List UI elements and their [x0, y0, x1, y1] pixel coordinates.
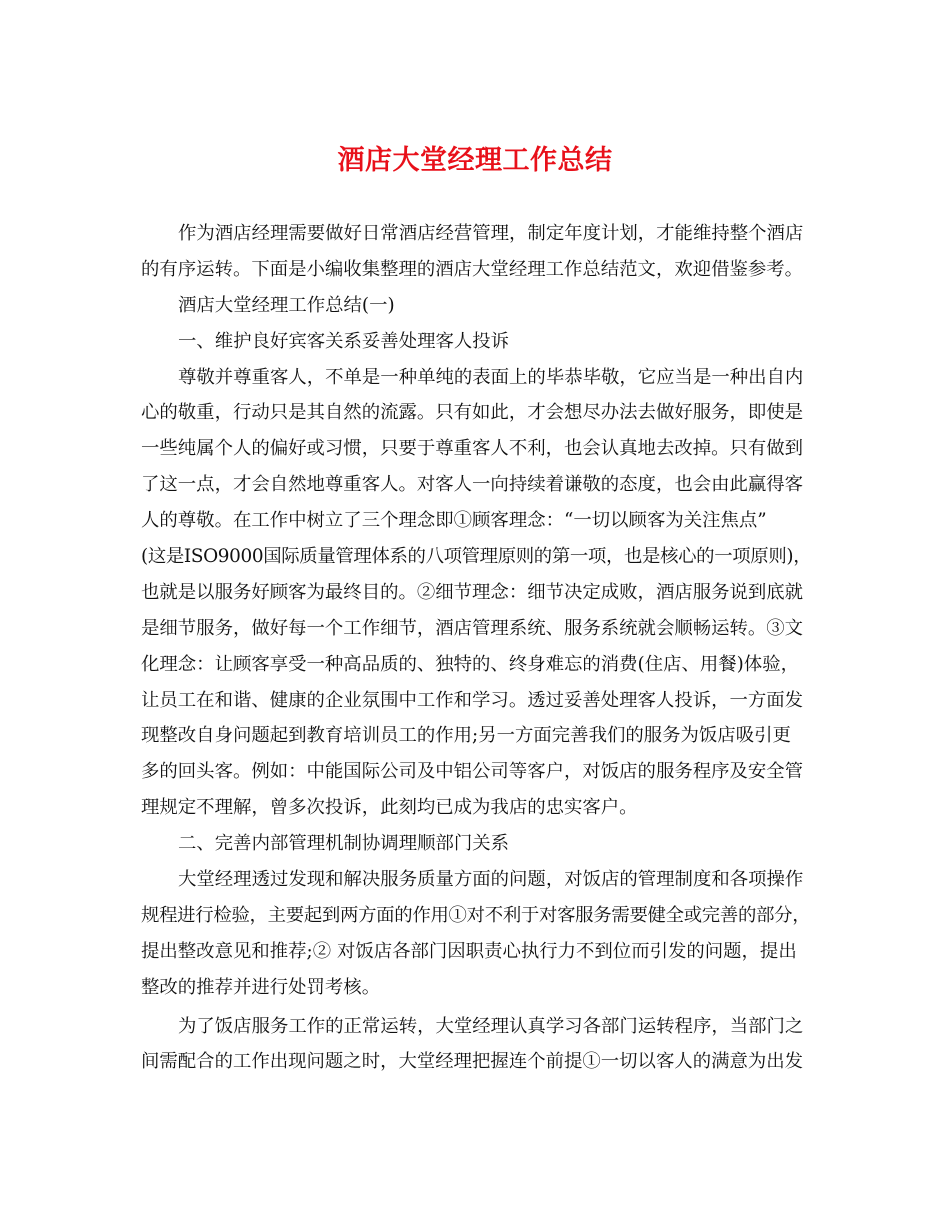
paragraph-line: 也就是以服务好顾客为最终目的。②细节理念：细节决定成败，酒店服务说到底就: [141, 581, 804, 603]
paragraph-line: (这是ISO9000国际质量管理体系的八项管理原则的第一项，也是核心的一项原则)，: [141, 546, 812, 568]
paragraph-line: 作为酒店经理需要做好日常酒店经营管理，制定年度计划，才能维持整个酒店: [178, 223, 804, 244]
paragraph-line: 为了饭店服务工作的正常运转，大堂经理认真学习各部门运转程序，当部门之: [178, 1015, 804, 1037]
paragraph-line: 一些纯属个人的偏好或习惯，只要于尊重客人不利，也会认真地去改掉。只有做到: [141, 438, 804, 460]
section-heading: 一、维护良好宾客关系妥善处理客人投诉: [178, 330, 510, 352]
paragraph-line: 大堂经理透过发现和解决服务质量方面的问题，对饭店的管理制度和各项操作: [178, 869, 804, 891]
section-heading: 二、完善内部管理机制协调理顺部门关系: [178, 833, 510, 855]
paragraph-line: 理规定不理解，曾多次投诉，此刻均已成为我店的忠实客户。: [141, 797, 638, 819]
document-title: 酒店大堂经理工作总结: [337, 145, 613, 176]
document-body: [141, 216, 813, 1080]
paragraph-line: 是细节服务，做好每一个工作细节，酒店管理系统、服务系统就会顺畅运转。③文: [141, 617, 804, 639]
paragraph-line: 的有序运转。下面是小编收集整理的酒店大堂经理工作总结范文，欢迎借鉴参考。: [141, 258, 804, 280]
paragraph-line: 尊敬并尊重客人，不单是一种单纯的表面上的毕恭毕敬，它应当是一种出自内: [178, 366, 804, 388]
section-heading: 酒店大堂经理工作总结(一): [178, 294, 395, 316]
paragraph-line: 人的尊敬。在工作中树立了三个理念即①顾客理念：“一切以顾客为关注焦点”: [141, 510, 767, 532]
paragraph-line: 间需配合的工作出现问题之时，大堂经理把握连个前提①一切以客人的满意为出发: [141, 1051, 804, 1073]
paragraph-line: 多的回头客。例如：中能国际公司及中铝公司等客户，对饭店的服务程序及安全管: [141, 761, 804, 783]
paragraph-line: 整改的推荐并进行处罚考核。: [141, 976, 381, 998]
paragraph-line: 了这一点，才会自然地尊重客人。对客人一向持续着谦敬的态度，也会由此赢得客: [141, 474, 804, 496]
paragraph-line: 化理念：让顾客享受一种高品质的、独特的、终身难忘的消费(住店、用餐)体验，: [141, 653, 800, 675]
paragraph-line: 现整改自身问题起到教育培训员工的作用;另一方面完善我们的服务为饭店吸引更: [141, 725, 791, 747]
paragraph-line: 提出整改意见和推荐;② 对饭店各部门因职责心执行力不到位而引发的问题，提出: [141, 940, 797, 962]
paragraph-line: 让员工在和谐、健康的企业氛围中工作和学习。透过妥善处理客人投诉，一方面发: [141, 689, 804, 711]
paragraph-line: 规程进行检验，主要起到两方面的作用①对不利于对客服务需要健全或完善的部分，: [141, 904, 811, 926]
paragraph-line: 心的敬重，行动只是其自然的流露。只有如此，才会想尽办法去做好服务，即使是: [141, 402, 804, 424]
